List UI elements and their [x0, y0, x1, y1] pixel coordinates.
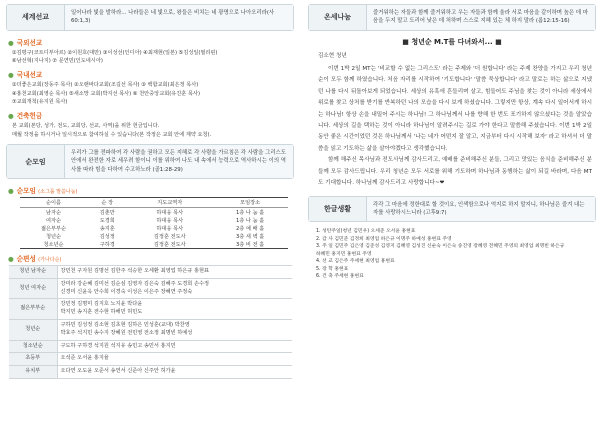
table-cell: 남자순: [46, 209, 62, 216]
table-row: [9, 278, 292, 299]
table-row: [20, 216, 288, 224]
table-row: [20, 232, 288, 240]
soon-meeting-table: [20, 197, 288, 249]
offering-verse: 즐거워하는 자들과 함께 즐거워하고 우는 자들과 함께 울라 서로 마음을 같이하며 높은 데 마음을 두지 말고 도리어 낮은 데 처하며 스스로 지혜 있는 체 하지 말라 (롬12:15-16): [367, 5, 595, 30]
role-cell: 젊은부부순: [9, 299, 57, 320]
bullet-icon: ●: [8, 71, 14, 80]
essay-paragraph: 함께 해주신 목사님과 전도사님께 감사드리고, 예배를 준비해주신 분들, 그리고 맛있는 음식을 준비해주신 분들께 모두 감사드립니다. 우리 청년순 모두 서로를 위해 기도하며 하나님과 동행하는 삶이 되길 바라며, 다음 MT도 기대합니다. 하나님께 감사드리고 사랑합니다~❤: [318, 157, 592, 187]
table-cell: 김정훈 전도사: [127, 240, 212, 249]
role-cell: 청년 남자순: [9, 266, 57, 279]
role-cell: 초등부: [9, 353, 57, 366]
offering-label: 온세나눔: [309, 5, 367, 30]
overseas-line: ①김평구(코트디부아르) ②이원호(대만) ③이성선(인디아) ④최재현(일본) ⑤김성일(필리핀): [12, 49, 218, 56]
column-header: 모임장소: [212, 198, 288, 208]
bullet-icon: ●: [8, 112, 14, 121]
soon-meeting-title: ● 순모임 (소그룹 말씀나눔): [8, 187, 78, 196]
people-cell: 구하민 김성정 김소현 김초현 김하은 민성훈(교대) 박찬영 박효주 석지민 송수지 장혜원 전민영 전소정 최명빈 하예성: [57, 320, 292, 341]
table-cell: 구하경: [87, 240, 127, 249]
domestic-line: ①더좋은교회(장동주 목사) ②오랜바다교회(조길선 목사) ③ 백합교회(최은정 목사): [12, 82, 199, 89]
table-cell: 1층 나 눔 홀: [235, 209, 265, 216]
soon-mo-verse: 우리가 그를 전파하여 각 사람을 권하고 모든 지혜로 각 사람을 가르침은 각 사람을 그리스도 안에서 완전한 자로 세우려 함이니 이를 위하여 나도 내 속에서 능력으로 역사하시는 이의 역사를 따라 힘을 다하여 수고하노라 (골1:28-29): [65, 145, 293, 178]
table-row: [20, 224, 288, 232]
role-cell: 청년 여자순: [9, 278, 57, 299]
table-cell: 여자순: [46, 217, 62, 224]
table-row: [20, 240, 288, 249]
table-cell: 젊은부부순: [41, 225, 67, 232]
table-cell: 3층 새 벽 홀: [235, 233, 265, 240]
bullet-icon: ●: [8, 255, 14, 264]
table-row: [9, 353, 292, 366]
list-item: 하혜민 홍지민 홍현표 주영: [316, 251, 372, 257]
prayer-label: 한글생활: [309, 197, 367, 222]
domestic-line: ④홍천교회(최영순 목사) ⑤새소망 교회(박지선 목사) ⑥ 천안중앙교회(유진훈 목사): [12, 90, 200, 97]
list-item: 5. 장 학 홍현표: [316, 266, 349, 272]
essay-body: [308, 64, 596, 190]
table-row: [9, 299, 292, 320]
table-row: [9, 366, 292, 379]
table-cell: 하대웅 목사: [156, 217, 184, 224]
bullet-icon: ●: [8, 187, 14, 196]
column-header: 순 장: [87, 198, 127, 208]
prayer-box: [308, 196, 596, 223]
people-cell: 강민천 구자원 김명선 김한주 석승한 오세환 최영업 하은규 홍현표: [57, 266, 292, 279]
world-mission-label: 세계선교: [7, 5, 65, 30]
table-cell: 김정훈 전도사: [153, 233, 186, 240]
essay-paragraph: 이번 1박 2일 MT는 '비교할 수 없는 그리스도' 라는 주제와 '더 원합니다' 라는 주제 찬양을 가지고 우리 청년순이 모두 함께 하였습니다. 처음 자리를 시작하여 '기도합니다' '말씀 묵상합니다' 라고 말로는 하는 삶으로 지냈던 나를 다시 뒤돌아보게 되었습니다. 세상의 유혹에 흔들리며 살고, 힘들어도 주님을 찾는 것이 아니라 세상에서 위로를 찾고 상처를 받기를 반복하던 나의 모습을 다시 보게 하셨습니다. 그렇지만 항상, 계속 다시 일어서게 하시는 하나님! 항상 손을 내밀어 주시는 하나님! 그 하나님께서 나를 향해 한 번도 포기하지 않으셨다는 것을 알았습니다. 세상의 길을 택하는 것이 아니라 하나님이 알려주시는 길로 가야 한다고 말씀해 주셨습니다. 이번 1박 2일 동안 좋은 시간이었던 것은 하나님께서 '나는 네가 어떤지 잘 알고, 지금부터 다시 시작해 보자' 라고 하셔서 더 말씀을 읽고 기도하는 삶을 살아야겠다고 생각했습니다.: [318, 65, 592, 152]
world-mission-verse: 일어나라 빛을 발하라... 나라들은 네 빛으로, 왕들은 비치는 네 광명으로 나아오리라(사60:1,3): [65, 5, 293, 30]
essay-author: 김소현 청년: [318, 52, 347, 59]
table-cell: 3층 비 전 홀: [212, 240, 288, 249]
square-icon: ■: [492, 37, 502, 46]
role-cell: 유치부: [9, 366, 57, 379]
soon-members-table: [9, 265, 292, 379]
domestic-title: ● 국내선교: [8, 71, 43, 80]
bullet-icon: ●: [8, 38, 14, 47]
list-item: 3. 주 일 김민주 김은영 김준성 김영지 김혜영 김성진 신순숙 이은숙 송진영 장혜영 전혜민 주영의 최영업 최명빈 하은규: [316, 244, 565, 250]
soon-mo-label: 순모임: [7, 145, 65, 178]
table-cell: 송지훈: [99, 225, 115, 232]
people-cell: 오석준 오서윤 홍지율: [57, 353, 292, 366]
right-column: [308, 4, 596, 280]
table-row: [9, 340, 292, 353]
people-cell: 구도하 구하경 석지원 석지유 송민고 송민서 홍지민: [57, 340, 292, 353]
prayer-list: [308, 228, 596, 280]
table-cell: 1층 나 눔 홀: [235, 217, 265, 224]
list-item: 1. 성탄주일(청년 김민우) 오세준 오서윤 홍현표: [316, 229, 416, 235]
prayer-verse: 각각 그 마음에 정한대로 할 것이요, 인색함으로나 억지로 하지 말지니, 하나님은 즐겨 내는 자를 사랑하시느니라 (고후9:7): [367, 197, 595, 222]
building-line: 매월 작정을 하시거나 일시적으로 참여하실 수 있습니다(본 작정은 교회 안에 계약 요청).: [12, 131, 212, 138]
building-title: ● 건축헌금: [8, 112, 43, 121]
table-cell: 도경희: [99, 217, 115, 224]
list-item: 4. 선 교 김은주 주세현 최영업 홍현표: [316, 259, 395, 265]
table-cell: 하대웅 목사: [156, 209, 184, 216]
overseas-line: ⑥남선혁(지나지) ⑦ 문연민(인도네시아): [12, 58, 103, 65]
square-icon: ■: [402, 37, 412, 46]
role-cell: 청소년순: [9, 340, 57, 353]
list-item: 2. 감 사 김민준 김정희 최영업 하은규 이명주 하예성 홍현표 주영: [316, 236, 452, 242]
table-cell: 청소년순: [20, 240, 87, 249]
overseas-title: ● 국외선교: [8, 38, 43, 47]
table-cell: 김성정: [99, 233, 115, 240]
table-cell: 청년순: [46, 233, 62, 240]
table-header-row: [20, 198, 288, 208]
soon-mo-box: [6, 144, 294, 179]
soon-members-title: ● 순편성 (가나다순): [8, 255, 62, 264]
essay-title: ■ 청년순 M.T를 다녀와서... ■: [402, 37, 502, 46]
table-row: [20, 208, 288, 217]
domestic-line: ⑦교회개척(유지원 목사): [12, 99, 68, 105]
offering-box: [308, 4, 596, 31]
people-cell: 강미라 강순혜 김미선 김순심 김영자 김은숙 김혜주 도경희 손수정 신경미 신윤옥 안수희 이경숙 이성은 이은주 장혜연 주정숙: [57, 278, 292, 299]
table-cell: 김춘만: [99, 209, 115, 216]
role-cell: 청년순: [9, 320, 57, 341]
people-cell: 오다연 오도윤 오준서 송연서 신준아 신주안 허가윤: [57, 366, 292, 379]
people-cell: 강민정 김명미 김지호 노지윤 박다윤 박지민 송지훈 전수현 하해민 허민도: [57, 299, 292, 320]
left-column: [6, 4, 294, 379]
world-mission-box: [6, 4, 294, 31]
table-cell: 2층 예 배 홀: [235, 225, 265, 232]
column-header: 지도교역자: [127, 198, 212, 208]
column-header: 순이름: [20, 198, 87, 208]
table-row: [9, 266, 292, 279]
table-row: [9, 320, 292, 341]
building-line: 본 교회(본당, 성가, 전도, 교회당, 선교, 사역)을 위한 헌금입니다.: [12, 123, 160, 130]
list-item: 6. 건 축 주세현 홍현표: [316, 274, 364, 280]
table-cell: 하대웅 목사: [156, 225, 184, 232]
